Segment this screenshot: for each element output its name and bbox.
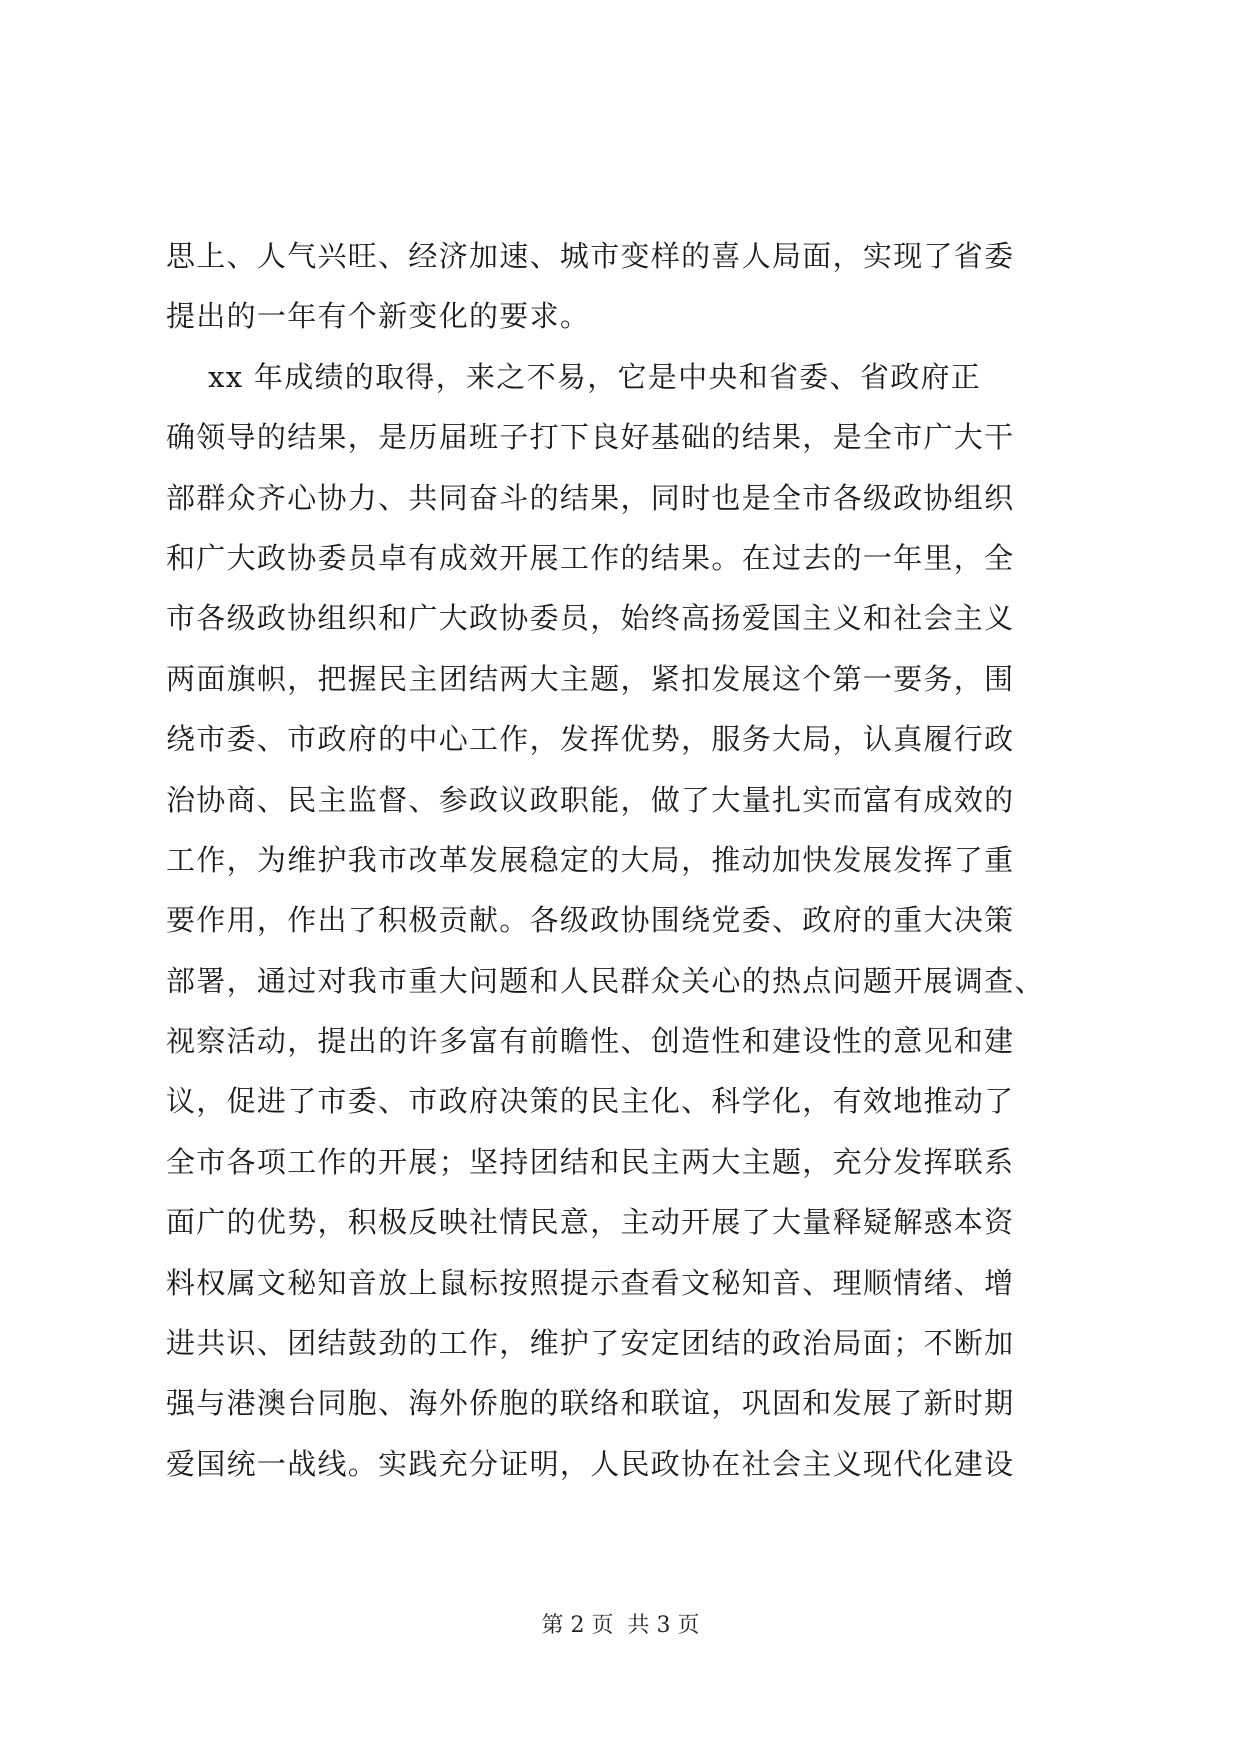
text-line: 全市各项工作的开展；坚持团结和民主两大主题，充分发挥联系	[166, 1144, 1015, 1179]
text-line: 进共识、团结鼓劲的工作，维护了安定团结的政治局面；不断加	[166, 1326, 1015, 1361]
text-line: 确领导的结果，是历届班子打下良好基础的结果，是全市广大干	[166, 420, 1015, 455]
text-line: 绕市委、市政府的中心工作，发挥优势，服务大局，认真履行政	[166, 722, 1015, 757]
text-line: 议，促进了市委、市政府决策的民主化、科学化，有效地推动了	[166, 1084, 1015, 1119]
page-footer: 第 2 页 共 3 页	[541, 1613, 700, 1638]
text-line: 和广大政协委员卓有成效开展工作的结果。在过去的一年里，全	[166, 540, 1015, 575]
text-line: 面广的优势，积极反映社情民意，主动开展了大量释疑解惑本资	[166, 1205, 1015, 1240]
text-line: xx 年成绩的取得，来之不易，它是中央和省委、省政府正	[166, 359, 982, 394]
text-line: 工作，为维护我市改革发展稳定的大局，推动加快发展发挥了重	[166, 842, 1015, 877]
text-line: 两面旗帜，把握民主团结两大主题，紧扣发展这个第一要务，围	[166, 661, 1015, 696]
text-line: 市各级政协组织和广大政协委员，始终高扬爱国主义和社会主义	[166, 601, 1015, 636]
text-line: 治协商、民主监督、参政议政职能，做了大量扎实而富有成效的	[166, 782, 1015, 817]
text-line: 爱国统一战线。实践充分证明，人民政协在社会主义现代化建设	[166, 1446, 1015, 1481]
text-line: 思上、人气兴旺、经济加速、城市变样的喜人局面，实现了省委	[166, 239, 1015, 273]
text-line: 部署，通过对我市重大问题和人民群众关心的热点问题开展调查、	[166, 963, 1045, 998]
text-line: 要作用，作出了积极贡献。各级政协围绕党委、政府的重大决策	[166, 903, 1015, 938]
text-line: 料权属文秘知音放上鼠标按照提示查看文秘知音、理顺情绪、增	[166, 1265, 1015, 1300]
text-line: 视察活动，提出的许多富有前瞻性、创造性和建设性的意见和建	[166, 1024, 1015, 1059]
body-text	[166, 226, 1096, 1494]
text-line: 提出的一年有个新变化的要求。	[166, 299, 591, 334]
text-line: 强与港澳台同胞、海外侨胞的联络和联谊，巩固和发展了新时期	[166, 1386, 1015, 1421]
text-line: 部群众齐心协力、共同奋斗的结果，同时也是全市各级政协组织	[166, 480, 1015, 515]
